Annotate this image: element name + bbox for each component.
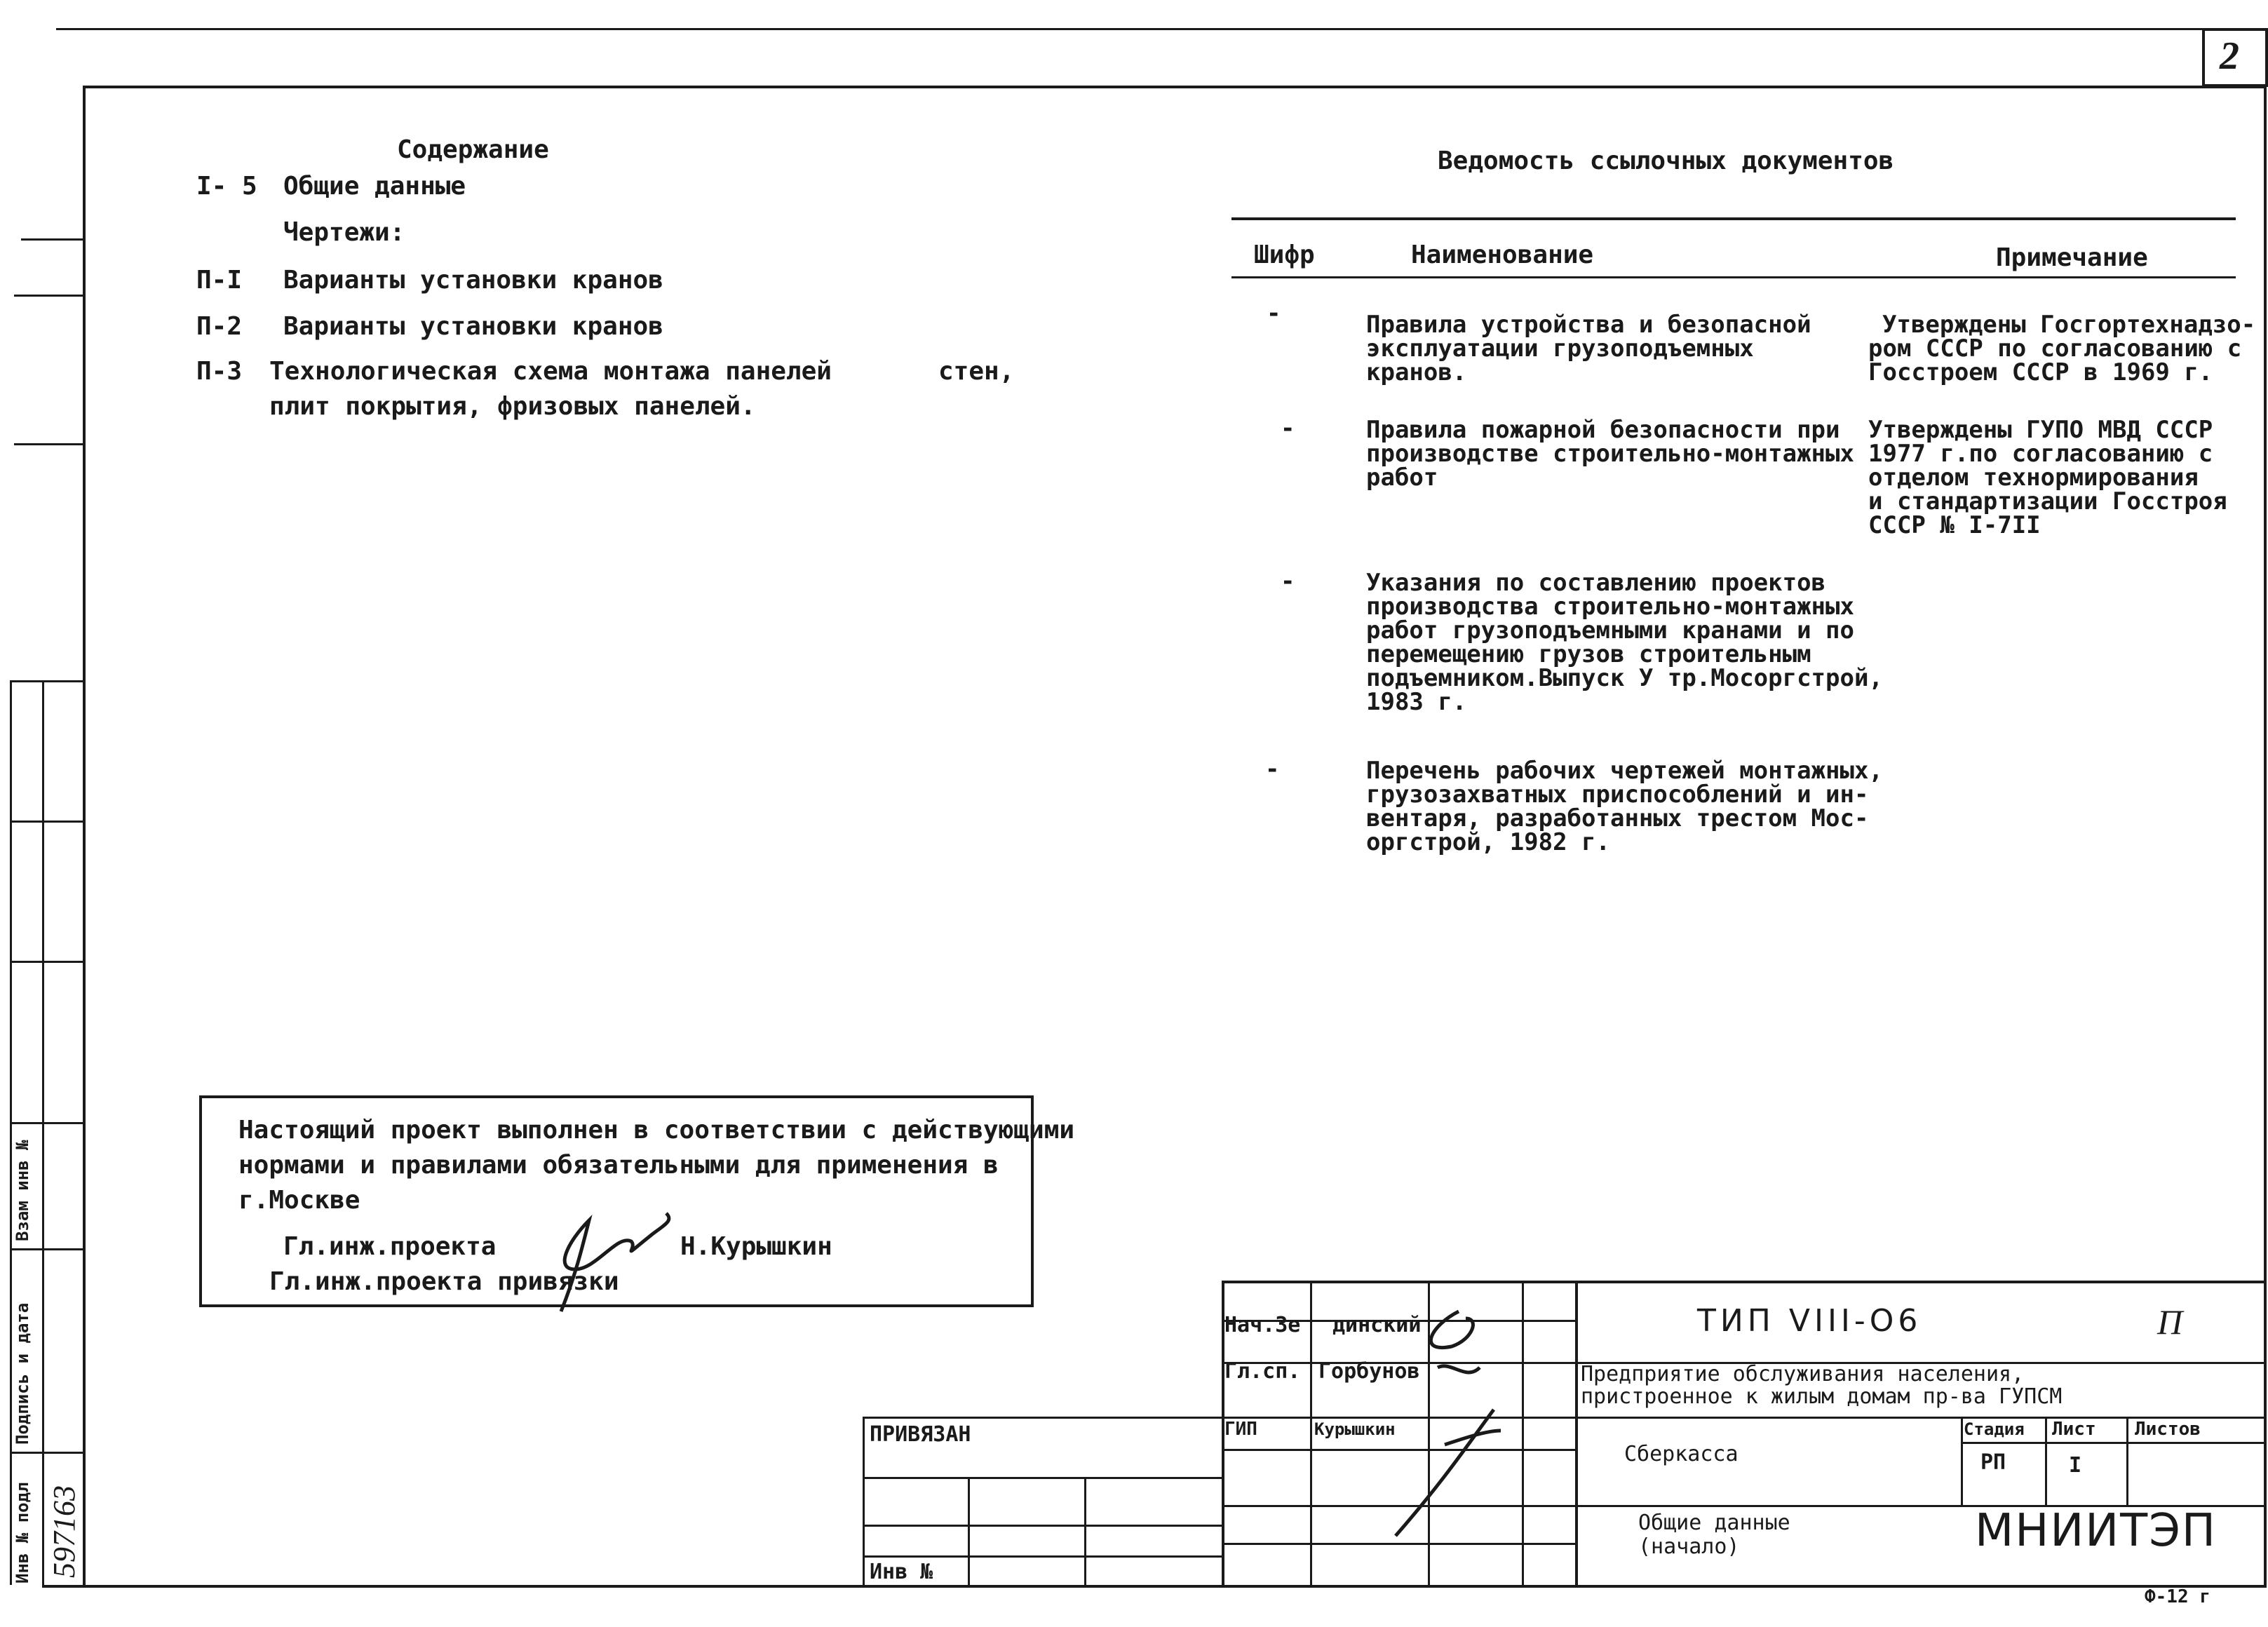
sheet-title-line: (начало) xyxy=(1638,1534,1740,1559)
compliance-line: Настоящий проект выполнен в соответствии с действующими xyxy=(238,1116,1075,1145)
sheet-header: Лист xyxy=(2052,1419,2096,1440)
reference-name-line: Перечень рабочих чертежей монтажных, xyxy=(1366,757,1883,785)
reference-code: - xyxy=(1281,567,1295,595)
stage-header: Стадия xyxy=(1964,1419,2025,1439)
references-title: Ведомость ссылочных документов xyxy=(1438,147,1894,175)
organization-line: пристроенное к жилым домам пр-ва ГУПСМ xyxy=(1581,1384,2063,1409)
bound-row-2 xyxy=(863,1525,1222,1527)
stamp-top xyxy=(1222,1281,2267,1283)
contents-text-tail: стен, xyxy=(938,357,1015,386)
margin-tick-3 xyxy=(14,443,84,445)
stamp-row-headers xyxy=(1961,1442,2267,1444)
contents-text: Общие данные xyxy=(283,172,466,201)
contents-text: Варианты установки кранов xyxy=(283,266,663,295)
frame-top xyxy=(84,86,2265,88)
page-number: 2 xyxy=(2220,34,2239,78)
stage-value: РП xyxy=(1980,1450,2006,1475)
contents-text: Варианты установки кранов xyxy=(283,312,663,341)
binding-engineer-label: Гл.инж.проекта привязки xyxy=(269,1267,619,1296)
stamp-mark: П xyxy=(2157,1302,2183,1342)
inv-label: Инв № xyxy=(870,1560,933,1584)
reference-note-line: и стандартизации Госстроя xyxy=(1868,487,2227,515)
signature-role: ГИП xyxy=(1224,1419,1257,1440)
sidebar-inv-original: Инв № подл xyxy=(13,1482,32,1584)
contents-text: Чертежи: xyxy=(283,218,405,247)
reference-note-line: отделом технормирования xyxy=(1868,464,2199,492)
sidebar-inv-replace: Взам инв № xyxy=(13,1140,32,1241)
signature-name: Горбунов xyxy=(1318,1359,1420,1384)
references-top-rule xyxy=(1231,217,2236,220)
organization-line: Предприятие обслуживания населения, xyxy=(1581,1362,2025,1386)
bound-top xyxy=(863,1417,1222,1419)
reference-name-line: подъемником.Выпуск У тр.Мосоргстрой, xyxy=(1366,664,1883,692)
contents-text: Технологическая схема монтажа панелей xyxy=(269,357,832,386)
contents-code: П-I xyxy=(196,266,243,295)
reference-name-line: производства строительно-монтажных xyxy=(1366,593,1854,621)
stamp-col-stage xyxy=(1961,1417,1963,1505)
bound-col-1 xyxy=(968,1477,970,1586)
reference-note-line: 1977 г.по согласованию с xyxy=(1868,440,2213,468)
reference-code: - xyxy=(1267,299,1281,328)
reference-note-line: СССР № I-7II xyxy=(1868,511,2041,539)
sidebar-line-mid xyxy=(42,680,44,1585)
sidebar-div-1 xyxy=(10,680,84,682)
reference-note-line: Утверждены Госгортехнадзо- xyxy=(1882,311,2256,339)
reference-name-line: работ xyxy=(1366,464,1438,492)
project-code: ТИП VIII-О6 xyxy=(1697,1303,1922,1339)
bound-col-2 xyxy=(1084,1477,1086,1586)
sidebar-sign-date: Подпись и дата xyxy=(13,1302,32,1445)
sidebar-line-outer xyxy=(10,680,12,1585)
references-col-code: Шифр xyxy=(1254,241,1315,269)
reference-name-line: Правила устройства и безопасной xyxy=(1366,311,1811,339)
stamp-col-a xyxy=(1310,1281,1312,1586)
bound-row-1 xyxy=(863,1477,1222,1479)
signature-role: Нач.Зе xyxy=(1224,1313,1301,1337)
contents-code: П-2 xyxy=(196,312,243,341)
reference-code: - xyxy=(1281,414,1295,443)
stamp-col-sheet xyxy=(2045,1417,2047,1505)
signature-chief xyxy=(512,1192,680,1332)
signature-role: Гл.сп. xyxy=(1224,1359,1301,1384)
reference-name-line: эксплуатации грузоподъемных xyxy=(1366,335,1754,363)
stamp-col-sheets xyxy=(2126,1417,2128,1505)
contents-code: I- 5 xyxy=(196,172,257,201)
reference-note-line: Утверждены ГУПО МВД СССР xyxy=(1868,416,2213,444)
sidebar-div-5 xyxy=(10,1248,84,1250)
reference-name-line: вентаря, разработанных трестом Мос- xyxy=(1366,804,1869,832)
reference-code: - xyxy=(1265,755,1280,783)
compliance-line: нормами и правилами обязательными для применения в xyxy=(238,1151,999,1180)
bound-row-3 xyxy=(863,1555,1222,1558)
sheet-value: I xyxy=(2069,1453,2082,1478)
reference-name-line: 1983 г. xyxy=(1366,688,1467,716)
sidebar-original-number: 597163 xyxy=(47,1485,81,1578)
frame-right xyxy=(2264,86,2267,1586)
references-col-note: Примечание xyxy=(1996,243,2148,272)
stamp-col-d xyxy=(1575,1281,1578,1586)
reference-name-line: кранов. xyxy=(1366,358,1467,386)
margin-tick-1 xyxy=(21,238,84,241)
chief-engineer-name: Н.Курышкин xyxy=(680,1232,832,1261)
reference-note-line: ром СССР по согласованию с xyxy=(1868,335,2242,363)
references-header-rule xyxy=(1231,276,2236,278)
signature-name: динский xyxy=(1332,1313,1422,1337)
frame-left xyxy=(83,86,86,1586)
contents-title: Содержание xyxy=(397,135,549,164)
references-col-name: Наименование xyxy=(1411,241,1594,269)
contents-text-line2: плит покрытия, фризовых панелей. xyxy=(269,392,756,421)
frame-bottom xyxy=(42,1585,2267,1588)
sidebar-div-6 xyxy=(10,1452,84,1454)
margin-tick-2 xyxy=(14,295,84,297)
reference-name-line: перемещению грузов строительным xyxy=(1366,640,1811,668)
reference-name-line: производстве строительно-монтажных xyxy=(1366,440,1854,468)
reference-name-line: работ грузоподъемными кранами и по xyxy=(1366,616,1854,644)
bound-label: ПРИВЯЗАН xyxy=(870,1422,971,1447)
reference-name-line: оргстрой, 1982 г. xyxy=(1366,828,1610,856)
reference-note-line: Госстроем СССР в 1969 г. xyxy=(1868,358,2213,386)
object-name: Сберкасса xyxy=(1624,1442,1739,1466)
compliance-line: г.Москве xyxy=(238,1186,360,1215)
signature-stamp xyxy=(1375,1297,1529,1550)
reference-name-line: Правила пожарной безопасности при xyxy=(1366,416,1840,444)
form-code: Ф-12 г xyxy=(2145,1586,2210,1607)
sidebar-div-2 xyxy=(10,821,84,823)
reference-name-line: грузозахватных приспособлений и ин- xyxy=(1366,781,1869,809)
top-rule xyxy=(56,28,2223,30)
signature-name: Курышкин xyxy=(1314,1419,1396,1439)
bound-left xyxy=(863,1417,865,1586)
contents-code: П-3 xyxy=(196,357,243,386)
sheet-title-line: Общие данные xyxy=(1638,1511,1790,1535)
sidebar-div-4 xyxy=(10,1122,84,1124)
institute-name: МНИИТЭП xyxy=(1975,1505,2217,1557)
chief-engineer-label: Гл.инж.проекта xyxy=(283,1232,497,1261)
reference-name-line: Указания по составлению проектов xyxy=(1366,569,1826,597)
sheets-header: Листов xyxy=(2135,1419,2201,1440)
sidebar-div-3 xyxy=(10,961,84,963)
